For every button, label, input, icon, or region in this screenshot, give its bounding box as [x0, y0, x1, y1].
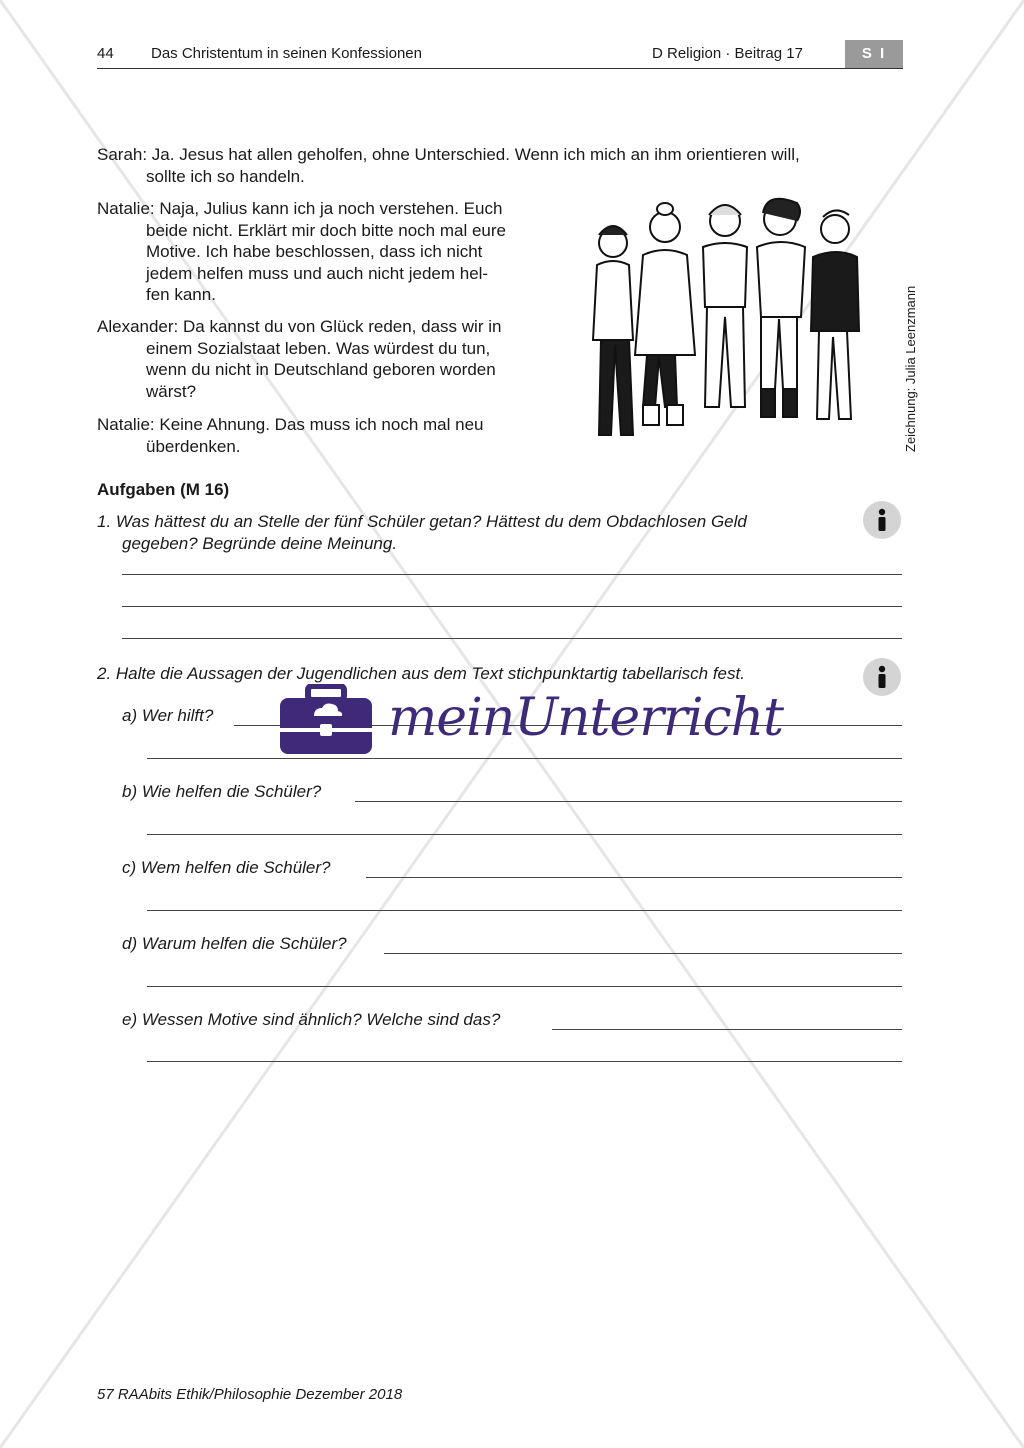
header-divider	[97, 68, 903, 69]
answer-line[interactable]	[384, 953, 902, 954]
dialogue-natalie-2: Natalie: Keine Ahnung. Das muss ich noch mal neu überdenken.	[97, 415, 484, 456]
answer-line[interactable]	[552, 1029, 902, 1030]
page-number: 44	[97, 45, 114, 62]
students-illustration	[585, 195, 885, 455]
answer-line[interactable]	[147, 758, 902, 759]
series-label: D Religion · Beitrag 17	[652, 45, 803, 62]
dialogue-alexander: Alexander: Da kannst du von Glück reden, dass wir in einem Sozialstaat leben. Was würdest du tun, wenn du nicht in Deutschland geboren worden wärst?	[97, 317, 502, 401]
illustration-credit: Zeichnung: Julia Leenzmann	[903, 285, 918, 452]
task-1: 1. Was hättest du an Stelle der fünf Schüler getan? Hättest du dem Obdachlosen Geld gegeben? Begründe deine Meinung.	[97, 512, 747, 553]
subtask-c: c) Wem helfen die Schüler?	[122, 858, 331, 877]
subtask-a: a) Wer hilft?	[122, 706, 214, 725]
answer-line[interactable]	[122, 606, 902, 607]
dialogue-sarah: Sarah: Ja. Jesus hat allen geholfen, ohne Unterschied. Wenn ich mich an ihm orientieren will, sollte ich so handeln.	[97, 145, 800, 186]
subtask-d: d) Warum helfen die Schüler?	[122, 934, 347, 953]
info-icon[interactable]	[863, 501, 901, 539]
answer-line[interactable]	[366, 877, 902, 878]
answer-line[interactable]	[147, 1061, 902, 1062]
watermark-logo-text: meinUnterricht	[388, 688, 784, 748]
info-icon[interactable]	[863, 658, 901, 696]
answer-line[interactable]	[147, 986, 902, 987]
answer-line[interactable]	[147, 910, 902, 911]
subtask-b: b) Wie helfen die Schüler?	[122, 782, 322, 801]
briefcase-icon	[278, 684, 374, 756]
dialogue-natalie-1: Natalie: Naja, Julius kann ich ja noch verstehen. Euch beide nicht. Erklärt mir doch bitte noch mal eure Motive. Ich habe beschlossen, dass ich nicht jedem helfen muss und auch nicht jedem hel- fen kann.	[97, 199, 507, 304]
level-badge: S I	[845, 40, 903, 68]
footer: 57 RAAbits Ethik/Philosophie Dezember 2018	[97, 1386, 403, 1403]
subtask-e: e) Wessen Motive sind ähnlich? Welche sind das?	[122, 1010, 501, 1029]
page-title: Das Christentum in seinen Konfessionen	[151, 45, 422, 62]
answer-line[interactable]	[355, 801, 902, 802]
answer-line[interactable]	[122, 574, 902, 575]
answer-line[interactable]	[147, 834, 902, 835]
tasks-heading: Aufgaben (M 16)	[97, 480, 230, 499]
task-2: 2. Halte die Aussagen der Jugendlichen aus dem Text stichpunktartig tabellarisch fest.	[97, 664, 745, 683]
answer-line[interactable]	[122, 638, 902, 639]
